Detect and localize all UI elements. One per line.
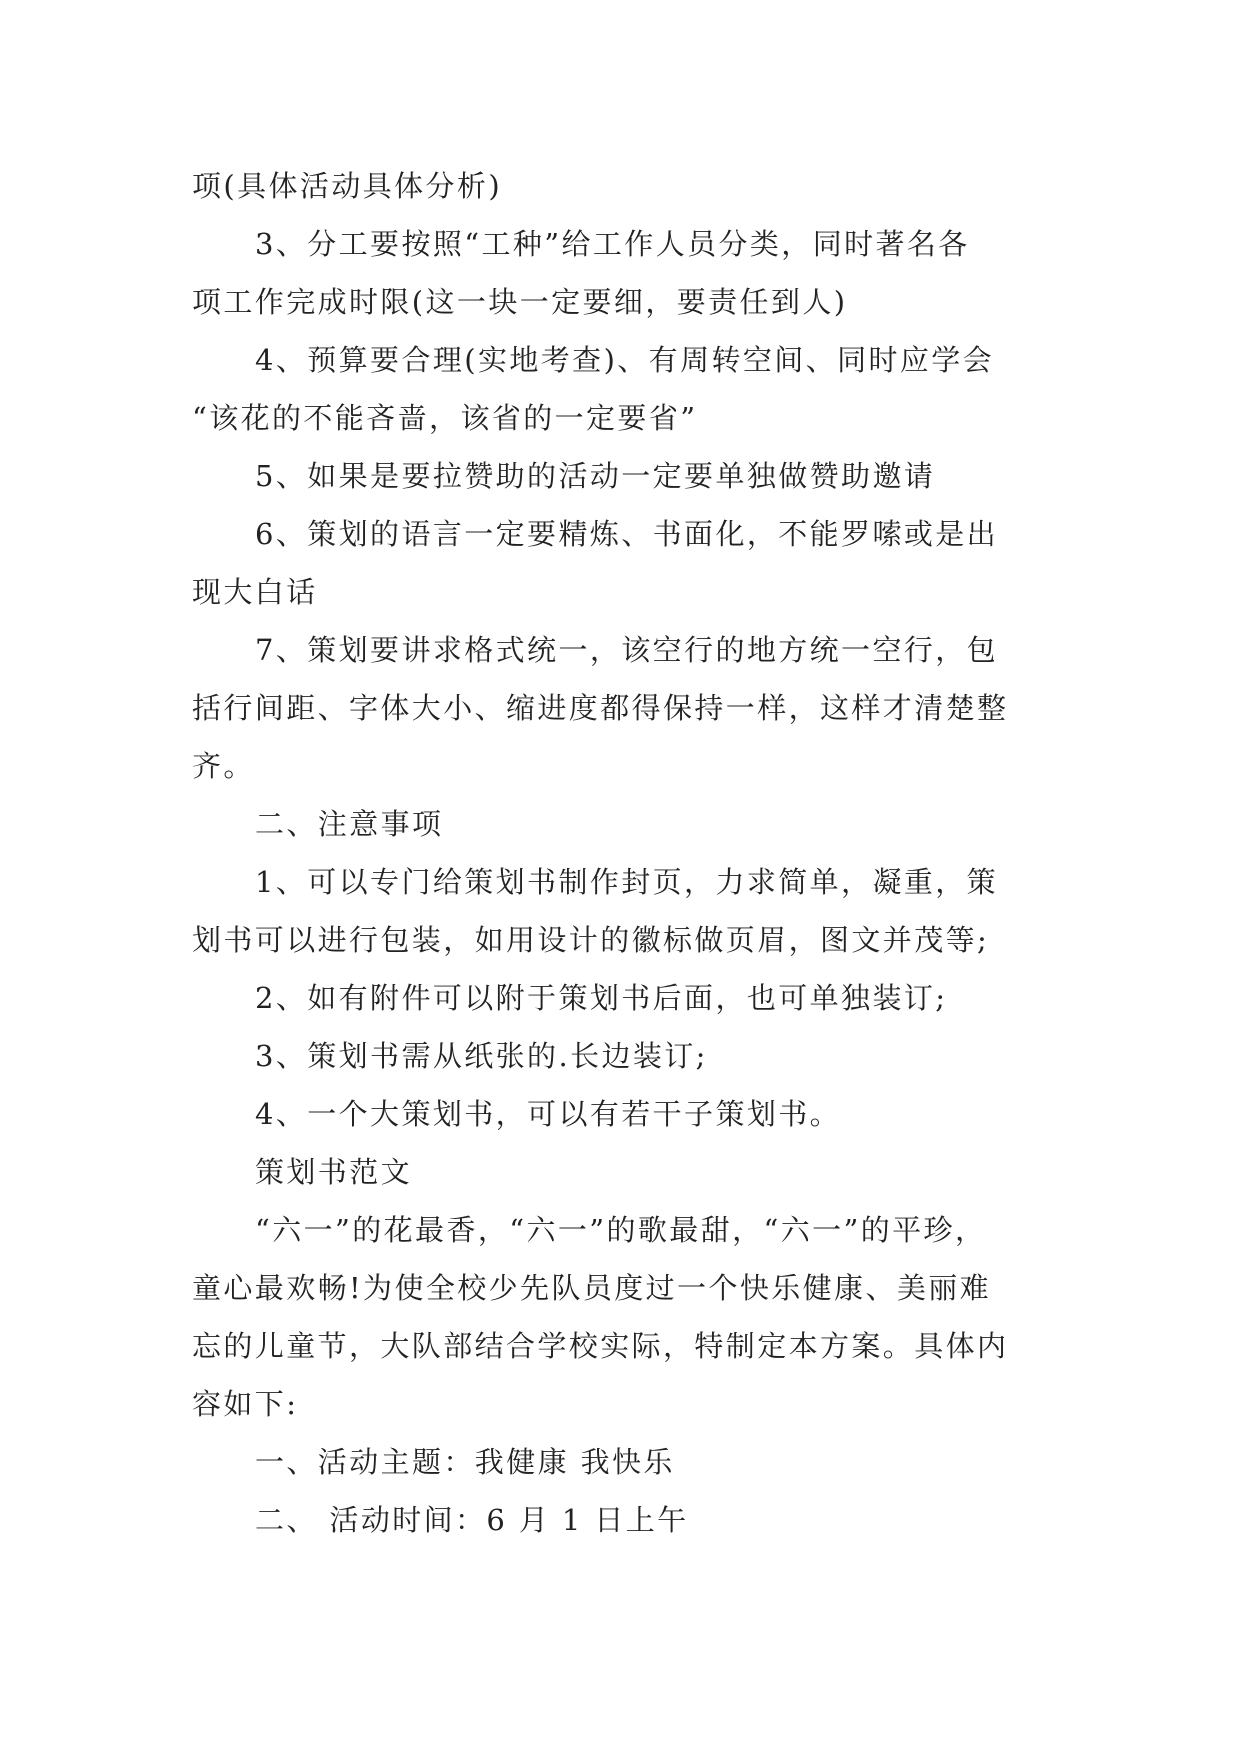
text-line: 7、策划要讲求格式统一，该空行的地方统一空行，包 [255, 633, 999, 667]
text-line: 项(具体活动具体分析) [192, 169, 503, 203]
text-line: 策划书范文 [255, 1155, 413, 1189]
text-line: 4、预算要合理(实地考查)、有周转空间、同时应学会 [255, 343, 995, 377]
text-line: 童心最欢畅!为使全校少先队员度过一个快乐健康、美丽难 [192, 1271, 992, 1305]
text-line: 齐。 [192, 749, 255, 783]
text-line: 二、 活动时间：6 月 1 日上午 [255, 1503, 689, 1537]
text-line: “六一”的花最香，“六一”的歌最甜，“六一”的平珍， [255, 1213, 987, 1247]
text-line: 现大白话 [192, 575, 318, 609]
text-line: 划书可以进行包装，如用设计的徽标做页眉，图文并茂等; [192, 923, 990, 957]
text-line: 忘的儿童节，大队部结合学校实际，特制定本方案。具体内 [192, 1329, 1009, 1363]
text-line: 2、如有附件可以附于策划书后面，也可单独装订; [255, 981, 948, 1015]
document-body [192, 157, 1057, 1549]
text-line: 容如下: [192, 1387, 299, 1421]
text-line: 一、活动主题：我健康 我快乐 [255, 1445, 675, 1479]
text-line: 3、分工要按照“工种”给工作人员分类，同时著名各 [255, 227, 970, 261]
text-line: 6、策划的语言一定要精炼、书面化，不能罗嗦或是出 [255, 517, 999, 551]
text-line: 项工作完成时限(这一块一定要细，要责任到人) [192, 285, 848, 319]
text-line: 1、可以专门给策划书制作封页，力求简单，凝重，策 [255, 865, 999, 899]
text-line: 5、如果是要拉赞助的活动一定要单独做赞助邀请 [255, 459, 936, 493]
text-line: 4、一个大策划书，可以有若干子策划书。 [255, 1097, 842, 1131]
text-line: 3、策划书需从纸张的.长边装订; [255, 1039, 708, 1073]
text-line: 括行间距、字体大小、缩进度都得保持一样，这样才清楚整 [192, 691, 1009, 725]
text-line: “该花的不能吝啬，该省的一定要省” [192, 401, 698, 435]
text-line: 二、注意事项 [255, 807, 444, 841]
